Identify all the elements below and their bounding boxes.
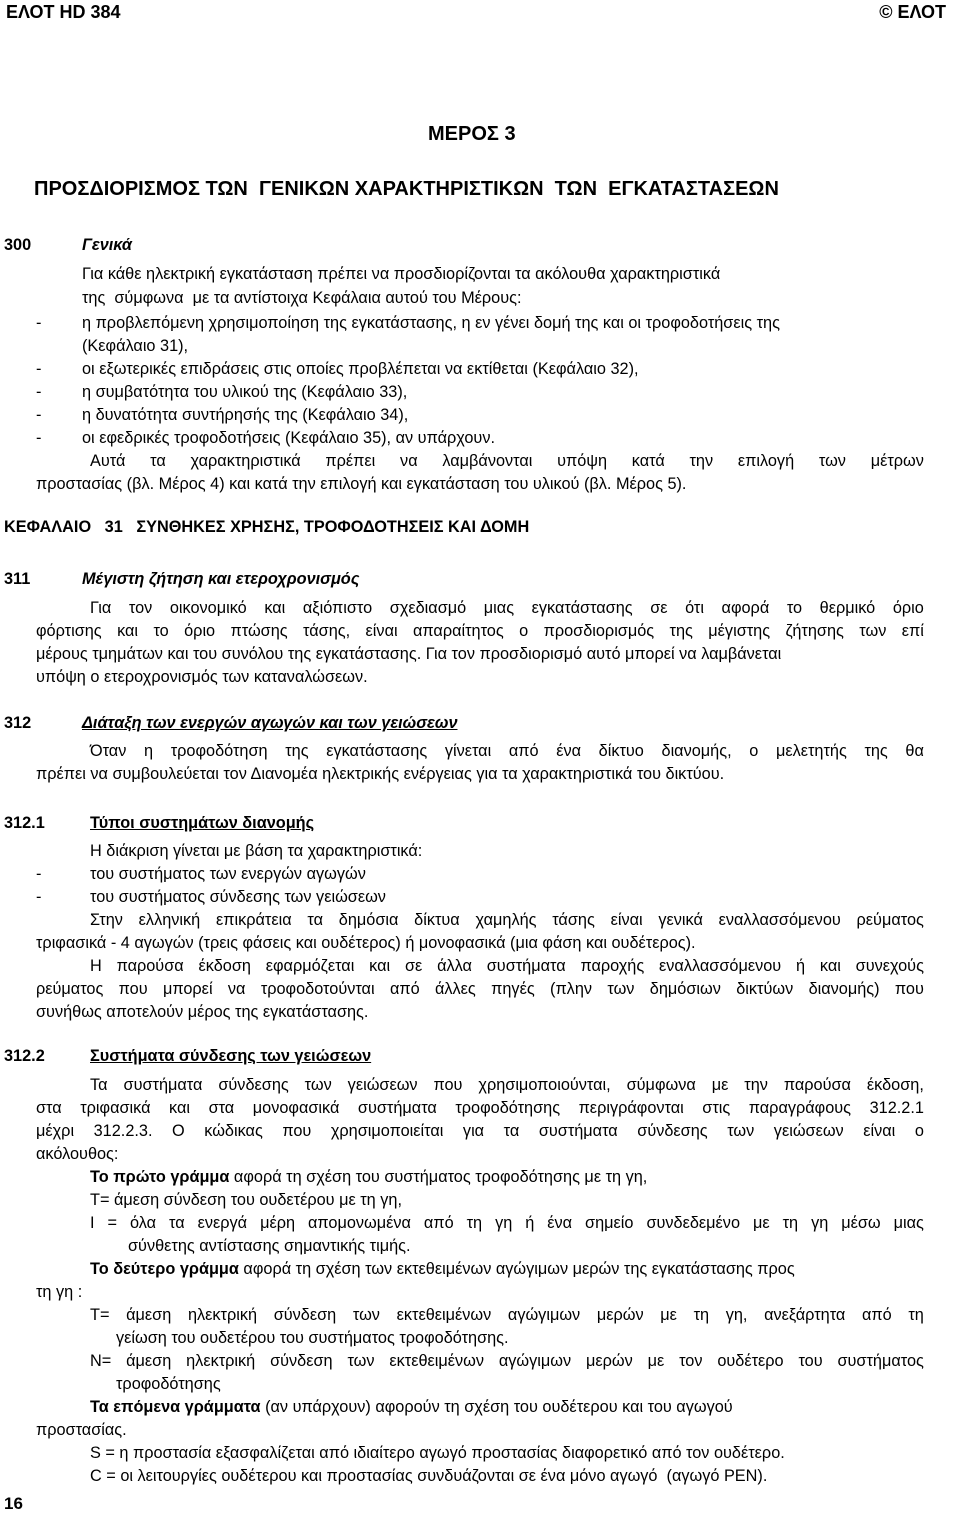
word: μέτρων	[870, 452, 924, 470]
code-n-line: τροφοδότησης	[116, 1375, 221, 1393]
word: Αυτά	[90, 452, 126, 470]
word: φόρτισης	[36, 622, 102, 640]
paragraph-line	[90, 1074, 924, 1096]
word: όλα	[129, 1214, 157, 1232]
word: των	[352, 1306, 380, 1324]
section-300-intro: Για κάθε ηλεκτρική εγκατάσταση πρέπει να προσδιορίζονται τα ακόλουθα χαρακτηριστικά	[82, 265, 721, 283]
word: από	[508, 742, 539, 760]
word: σύνδεσης	[218, 1076, 289, 1094]
justified-line	[36, 1097, 924, 1119]
code-s-line: S = η προστασία εξασφαλίζεται από ιδιαίτερο αγωγό προστασίας διαφορετικό από τον ουδέτερο.	[90, 1444, 785, 1462]
part-title: ΜΕΡΟΣ 3	[428, 123, 516, 145]
word: με	[711, 1076, 729, 1094]
paragraph-line: πρέπει να συμβουλεύεται τον Διανομέα ηλεκτρικής ενέργειας για τα χαρακτηριστικά του δικτύου.	[36, 765, 725, 783]
section-311-number: 311	[4, 570, 31, 588]
word: συστήματα	[538, 1122, 618, 1140]
word: γίνεται	[444, 742, 492, 760]
word: ρεύματος	[36, 980, 104, 998]
word: τη	[908, 1306, 924, 1324]
word: οικονομικό	[169, 599, 247, 617]
paragraph-line: τριφασικά - 4 αγωγών (τρεις φάσεις και ουδέτερος) ή μονοφασικά (μια φάση και ουδέτερος).	[36, 934, 696, 952]
word: παρούσα	[783, 1076, 851, 1094]
word: εφαρμόζεται	[265, 957, 355, 975]
list-item: του συστήματος των ενεργών αγωγών	[90, 865, 366, 883]
word: παραγράφους	[748, 1099, 852, 1117]
word: ο	[519, 622, 529, 640]
word: Τα	[90, 1076, 108, 1094]
word: αγώγιμων	[498, 1352, 572, 1370]
section-300-closing: προστασίας (βλ. Μέρος 4) και κατά την επιλογή και εγκατάσταση του υλικού (βλ. Μέρος 5).	[36, 475, 687, 493]
word: όριο	[892, 599, 924, 617]
word: τάσης	[552, 911, 595, 929]
word: στα	[208, 1099, 235, 1117]
word: της	[864, 742, 888, 760]
bullet-dash: -	[36, 865, 42, 883]
code-i-line: σύνθετης αντίστασης σημαντικής τιμής.	[128, 1237, 411, 1255]
bullet-dash: -	[36, 360, 42, 378]
word: μέσω	[841, 1214, 881, 1232]
word: ή	[796, 957, 806, 975]
word: μιας	[483, 599, 515, 617]
word: περιγράφονται	[578, 1099, 684, 1117]
word: να	[400, 452, 418, 470]
word: μέγιστης	[708, 622, 771, 640]
word: χαμηλής	[475, 911, 537, 929]
paragraph-line: μέρους τμημάτων και του συνόλου της εγκατάστασης. Για τον προσδιορισμό αυτό μπορεί να λαμβάνεται	[36, 645, 782, 663]
word: να	[227, 980, 246, 998]
page-number: 16	[4, 1494, 23, 1513]
word: που	[433, 1076, 463, 1094]
word: (πλην	[550, 980, 593, 998]
word: που	[894, 980, 924, 998]
word: τα	[150, 452, 166, 470]
word: τα	[169, 1214, 185, 1232]
word: 312.2.1	[869, 1099, 924, 1117]
section-312-2-title: Συστήματα σύνδεσης των γειώσεων	[90, 1047, 372, 1065]
word: δημόσιων	[649, 980, 721, 998]
section-300-intro: της σύμφωνα με τα αντίστοιχα Κεφάλαια αυτού του Μέρους:	[82, 289, 522, 307]
section-300-number: 300	[4, 236, 32, 254]
word: είναι	[365, 622, 398, 640]
word: απομονωμένα	[308, 1214, 411, 1232]
word: συνδεδεμένο	[646, 1214, 741, 1232]
justified-line	[90, 1212, 924, 1234]
word: είναι	[610, 911, 643, 929]
paragraph-line	[36, 978, 924, 1000]
word: και	[117, 622, 139, 640]
word: τροφοδότησης	[455, 1099, 561, 1117]
word: των	[304, 1076, 332, 1094]
word: και	[819, 957, 841, 975]
word: άλλα	[437, 957, 472, 975]
word: τροφοδότηση	[170, 742, 268, 760]
word: ο	[914, 1122, 924, 1140]
word: τροφοδοτούνται	[260, 980, 375, 998]
word: ζήτησης	[785, 622, 844, 640]
word: ουδέτερο	[717, 1352, 784, 1370]
word: συστήματα	[486, 957, 566, 975]
list-item: (Κεφάλαιο 31),	[82, 337, 189, 355]
code-t2-line: γείωση του ουδετέρου του συστήματος τροφοδότησης.	[116, 1329, 509, 1347]
word: και	[169, 1099, 191, 1117]
section-312-1-title: Τύποι συστημάτων διανομής	[90, 814, 315, 832]
justified-line	[36, 620, 924, 642]
word: γειώσεων	[773, 1122, 844, 1140]
bullet-dash: -	[36, 406, 42, 424]
word: I	[90, 1214, 95, 1232]
paragraph-line	[90, 955, 924, 977]
word: Ο	[172, 1122, 185, 1140]
word: =	[107, 1214, 118, 1232]
word: τη	[693, 1306, 710, 1324]
word: σύνδεση	[273, 1306, 337, 1324]
section-312-title: Διάταξη των ενεργών αγωγών και των γειώσεων	[82, 714, 458, 732]
word: επικράτεια	[215, 911, 292, 929]
word: σε	[404, 957, 423, 975]
word: σύνδεσης	[637, 1122, 708, 1140]
justified-line	[90, 450, 924, 472]
second-letter-label: Το δεύτερο γράμμα	[90, 1260, 239, 1278]
word: πτώσης	[230, 622, 288, 640]
word: μπορεί	[162, 980, 213, 998]
word: γη,	[725, 1306, 748, 1324]
word: μερών	[596, 1306, 644, 1324]
section-312-number: 312	[4, 714, 32, 732]
code-n-line	[90, 1350, 924, 1372]
word: σύμφωνα	[626, 1076, 696, 1094]
list-item: η προβλεπόμενη χρησιμοποίηση της εγκατάστασης, η εν γένει δομή της και οι τροφοδοτήσεις της	[82, 314, 780, 332]
word: σχεδιασμό	[389, 599, 467, 617]
word: στις	[702, 1099, 731, 1117]
word: μελετητής	[775, 742, 847, 760]
word: των	[607, 980, 635, 998]
paragraph-line: συνήθως αποτελούν μέρος της εγκατάστασης.	[36, 1003, 369, 1021]
word: τριφασικά	[80, 1099, 151, 1117]
paragraph-line: ακόλουθος:	[36, 1145, 119, 1163]
word: πρέπει	[325, 452, 376, 470]
word: και	[369, 957, 391, 975]
word: των	[859, 622, 887, 640]
word: δίκτυα	[414, 911, 460, 929]
word: τη	[466, 1214, 483, 1232]
second-letter-text: αφορά τη σχέση των εκτεθειμένων αγώγιμων μερών της εγκατάστασης προς	[238, 1260, 795, 1278]
word: ένα	[547, 1214, 573, 1232]
word: Η	[90, 957, 102, 975]
word: συστήματος	[837, 1352, 924, 1370]
word: για	[462, 1122, 485, 1140]
word: ρεύματος	[856, 911, 924, 929]
paragraph-line	[36, 1120, 924, 1142]
justified-line	[90, 740, 924, 762]
first-letter-text: αφορά τη σχέση του συστήματος τροφοδότησης με τη γη,	[229, 1168, 648, 1186]
justified-line	[36, 1120, 924, 1142]
word: τον	[128, 599, 153, 617]
next-letters-label: Τα επόμενα γράμματα	[90, 1398, 261, 1416]
word: την	[744, 1076, 768, 1094]
word: σύνδεση	[270, 1352, 333, 1370]
word: T=	[90, 1306, 110, 1324]
word: που	[118, 980, 148, 998]
word: μέχρι	[36, 1122, 75, 1140]
word: τάσης,	[303, 622, 351, 640]
word: από	[389, 980, 420, 998]
word: με	[660, 1306, 677, 1324]
word: από	[861, 1306, 892, 1324]
word: υπόψη	[557, 452, 608, 470]
list-item: οι εξωτερικές επιδράσεις στις οποίες προβλέπεται να εκτίθεται (Κεφάλαιο 32),	[82, 360, 639, 378]
list-item: του συστήματος σύνδεσης των γειώσεων	[90, 888, 386, 906]
word: της	[669, 622, 693, 640]
list-item: η δυνατότητα συντήρησής της (Κεφάλαιο 34),	[82, 406, 409, 424]
section-312-2-number: 312.2	[4, 1047, 45, 1065]
word: δημόσια	[338, 911, 399, 929]
next-letters-paragraph	[90, 1396, 733, 1418]
word: Στην	[90, 911, 123, 929]
word: που	[282, 1122, 312, 1140]
word: απαραίτητος	[413, 622, 504, 640]
code-t2-line	[90, 1304, 924, 1326]
word: αφορά	[721, 599, 770, 617]
word: ενεργά	[197, 1214, 248, 1232]
word: άλλες	[434, 980, 476, 998]
word: χαρακτηριστικά	[190, 452, 301, 470]
paragraph-line	[90, 740, 924, 762]
bullet-dash: -	[36, 383, 42, 401]
word: τα	[307, 911, 324, 929]
word: τα	[503, 1122, 520, 1140]
paragraph-line: υπόψη ο ετεροχρονισμός των καταναλώσεων.	[36, 668, 368, 686]
paragraph-line	[90, 597, 924, 619]
word: μέρη	[260, 1214, 296, 1232]
word: συστήματα	[357, 1099, 437, 1117]
bullet-dash: -	[36, 888, 42, 906]
word: τον	[679, 1352, 703, 1370]
word: ηλεκτρική	[187, 1306, 258, 1324]
word: έκδοση	[198, 957, 251, 975]
word: πηγές	[491, 980, 535, 998]
word: η	[144, 742, 154, 760]
bullet-dash: -	[36, 314, 42, 332]
justified-line	[90, 955, 924, 977]
word: χρησιμοποιείται	[330, 1122, 444, 1140]
word: γη	[495, 1214, 513, 1232]
word: και	[264, 599, 286, 617]
justified-line	[36, 978, 924, 1000]
chapter-31-heading: ΚΕΦΑΛΑΙΟ 31 ΣΥΝΘΗΚΕΣ ΧΡΗΣΗΣ, ΤΡΟΦΟΔΟΤΗΣΕΙΣ ΚΑΙ ΔΟΜΗ	[4, 518, 530, 536]
word: μιας	[893, 1214, 924, 1232]
word: εναλλασσόμενου	[659, 957, 782, 975]
word: της	[285, 742, 309, 760]
word: από	[423, 1214, 454, 1232]
word: με	[647, 1352, 665, 1370]
second-letter-paragraph: τη γη :	[36, 1283, 83, 1301]
word: γειώσεων	[347, 1076, 418, 1094]
justified-line	[90, 909, 924, 931]
paragraph-line	[36, 1097, 924, 1119]
word: ο	[749, 742, 759, 760]
word: μονοφασικά	[252, 1099, 340, 1117]
next-letters-text: (αν υπάρχουν) αφορούν τη σχέση του ουδέτερου και του αγωγού	[260, 1398, 733, 1416]
justified-line	[90, 597, 924, 619]
code-i-line	[90, 1212, 924, 1234]
word: ότι	[685, 599, 704, 617]
word: ανεξάρτητα	[764, 1306, 846, 1324]
word: στα	[36, 1099, 62, 1117]
word: διανομής)	[808, 980, 880, 998]
word: εναλλασσόμενου	[718, 911, 841, 929]
code-c-line: C = οι λειτουργίες ουδέτερου και προστασίας συνδυάζονται σε ένα μόνο αγωγό (αγωγό PEN).	[90, 1467, 768, 1485]
list-item: οι εφεδρικές τροφοδοτήσεις (Κεφάλαιο 35), αν υπάρχουν.	[82, 429, 495, 447]
word: είναι	[863, 1122, 896, 1140]
second-letter-paragraph	[90, 1258, 924, 1280]
section-300-title: Γενικά	[82, 236, 132, 254]
part-subtitle: ΠΡΟΣΔΙΟΡΙΣΜΟΣ ΤΩΝ ΓΕΝΙΚΩΝ ΧΑΡΑΚΤΗΡΙΣΤΙΚΩΝ ΤΩΝ ΕΓΚΑΤΑΣΤΑΣΕΩΝ	[34, 178, 779, 200]
word: δικτύων	[736, 980, 794, 998]
word: διανομής,	[661, 742, 732, 760]
first-letter-label: Το πρώτο γράμμα	[90, 1168, 230, 1186]
paragraph-line	[90, 909, 924, 931]
bullet-dash: -	[36, 429, 42, 447]
word: σημείο	[585, 1214, 634, 1232]
justified-line	[90, 1074, 924, 1096]
paragraph-line: Η διάκριση γίνεται με βάση τα χαρακτηριστικά:	[90, 842, 423, 860]
word: έκδοση,	[866, 1076, 924, 1094]
word: την	[689, 452, 714, 470]
word: αγώγιμων	[507, 1306, 581, 1324]
word: συστήματα	[123, 1076, 203, 1094]
first-letter-paragraph	[90, 1166, 647, 1188]
word: με	[752, 1214, 770, 1232]
word: κατά	[631, 452, 665, 470]
word: άμεση	[126, 1306, 172, 1324]
word: σε	[650, 599, 668, 617]
word: ή	[525, 1214, 535, 1232]
word: γη	[811, 1214, 829, 1232]
section-300-closing	[90, 450, 924, 472]
word: επί	[901, 622, 924, 640]
word: εκτεθειμένων	[396, 1306, 492, 1324]
word: αξιόπιστο	[302, 599, 373, 617]
word: λαμβάνονται	[442, 452, 533, 470]
word: επιλογή	[737, 452, 795, 470]
word: των	[727, 1122, 755, 1140]
word: όριο	[184, 622, 216, 640]
word: ηλεκτρική	[186, 1352, 256, 1370]
word: παροχής	[580, 957, 645, 975]
word: Όταν	[90, 742, 127, 760]
word: δίκτυο	[598, 742, 644, 760]
list-item: η συμβατότητα του υλικού της (Κεφάλαιο 33),	[82, 383, 408, 401]
word: το	[153, 622, 169, 640]
header-standard-id: ΕΛΟΤ HD 384	[6, 2, 121, 22]
word: Για	[90, 599, 112, 617]
justified-line	[90, 1350, 924, 1372]
justified-line	[90, 1304, 924, 1326]
word: των	[347, 1352, 375, 1370]
word: άμεση	[126, 1352, 172, 1370]
word: μερών	[585, 1352, 633, 1370]
word: N=	[90, 1352, 112, 1370]
word: εκτεθειμένων	[389, 1352, 485, 1370]
code-t-line: T= άμεση σύνδεση του ουδετέρου με τη γη,	[90, 1191, 402, 1209]
word: το	[786, 599, 803, 617]
next-letters-paragraph: προστασίας.	[36, 1421, 127, 1439]
word: προσδιορισμός	[543, 622, 655, 640]
word: θα	[905, 742, 924, 760]
word: ένα	[556, 742, 581, 760]
word: συνεχούς	[855, 957, 924, 975]
header-copyright: © ΕΛΟΤ	[879, 2, 946, 22]
section-311-title: Μέγιστη ζήτηση και ετεροχρονισμός	[82, 570, 360, 588]
word: των	[818, 452, 846, 470]
word: κώδικας	[204, 1122, 263, 1140]
word: γενικά	[658, 911, 703, 929]
word: τη	[782, 1214, 799, 1232]
section-312-1-number: 312.1	[4, 814, 45, 832]
word: ελληνική	[138, 911, 201, 929]
word: χρησιμοποιούνται,	[478, 1076, 611, 1094]
word: θερμικό	[819, 599, 876, 617]
word: εγκατάστασης	[531, 599, 633, 617]
word: παρούσα	[116, 957, 184, 975]
paragraph-line	[36, 620, 924, 642]
word: εγκατάστασης	[326, 742, 428, 760]
word: 312.2.3.	[93, 1122, 153, 1140]
word: του	[798, 1352, 823, 1370]
